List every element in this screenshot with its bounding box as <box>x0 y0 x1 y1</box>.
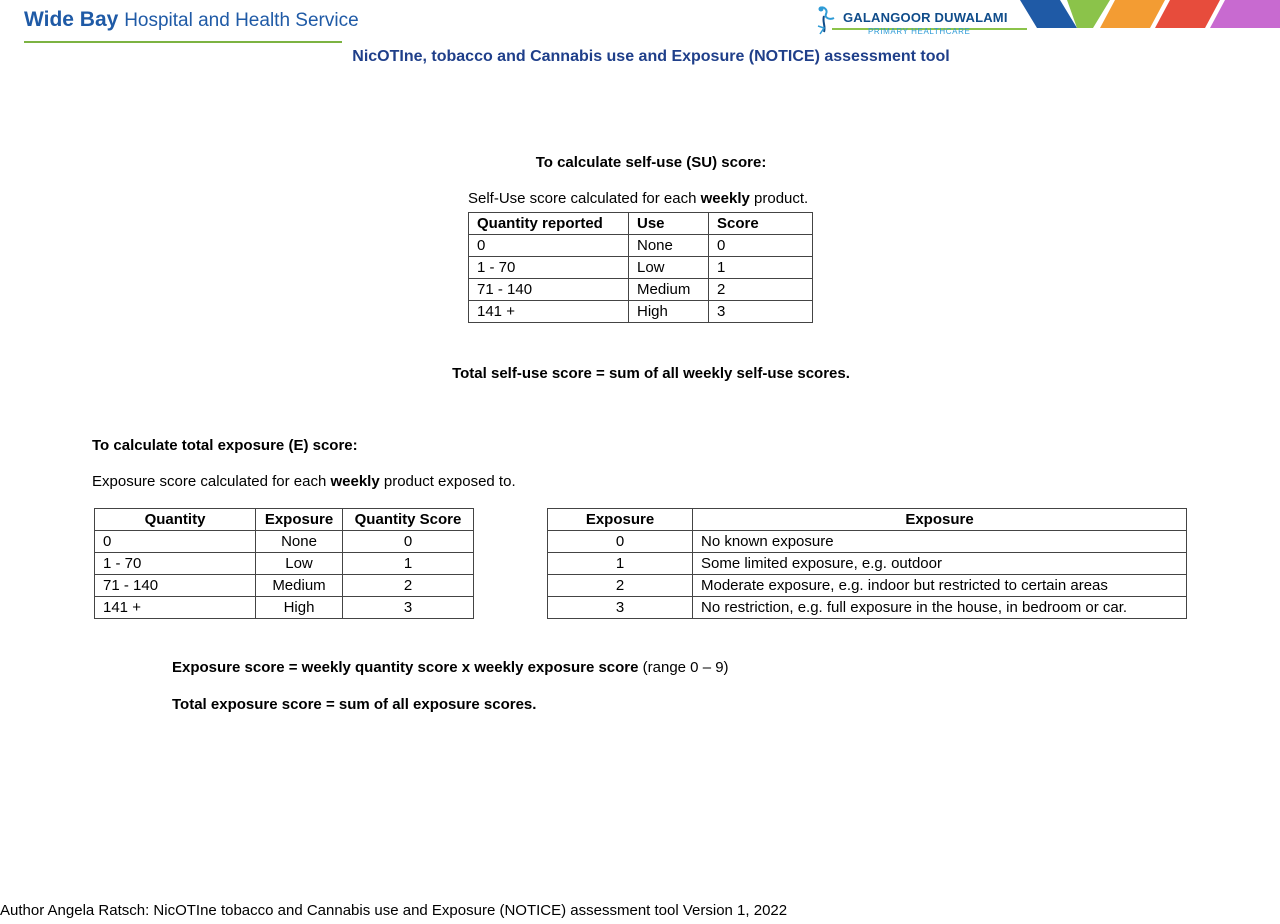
table-row <box>548 575 1187 597</box>
table-cell: 0 <box>548 531 693 553</box>
table-cell: High <box>629 301 709 323</box>
self-use-total: Total self-use score = sum of all weekly self-use scores. <box>452 365 850 382</box>
table-row <box>469 279 813 301</box>
exposure-formula-text: Exposure score = weekly quantity score x weekly exposure score <box>172 659 639 676</box>
table-cell: 3 <box>548 597 693 619</box>
exposure-total: Total exposure score = sum of all exposure scores. <box>172 696 537 713</box>
table-cell: Low <box>629 257 709 279</box>
table-row <box>95 575 474 597</box>
exposure-intro <box>92 473 516 490</box>
document-title: NicOTIne, tobacco and Cannabis use and Exposure (NOTICE) assessment tool <box>352 48 950 65</box>
brand-underline <box>24 41 342 43</box>
self-use-intro <box>468 190 808 207</box>
brand-name-rest: Hospital and Health Service <box>124 10 359 31</box>
table-cell: None <box>629 235 709 257</box>
table-cell: 3 <box>709 301 813 323</box>
self-use-intro-emphasis: weekly <box>700 190 750 207</box>
table-row <box>95 531 474 553</box>
table-cell: 0 <box>709 235 813 257</box>
table-cell: 1 - 70 <box>95 553 256 575</box>
table-cell: 2 <box>548 575 693 597</box>
table-cell: 1 <box>709 257 813 279</box>
table-cell: 71 - 140 <box>469 279 629 301</box>
decorative-stripes <box>1015 0 1280 28</box>
self-use-heading: To calculate self-use (SU) score: <box>535 154 767 171</box>
table-cell: 2 <box>343 575 474 597</box>
table-cell: 3 <box>343 597 474 619</box>
table-cell: High <box>256 597 343 619</box>
table-cell: 2 <box>709 279 813 301</box>
exposure-intro-text-end: product exposed to. <box>379 473 516 490</box>
stylized-figure-icon <box>812 4 842 40</box>
column-header: Exposure <box>256 509 343 531</box>
table-cell: 141 + <box>95 597 256 619</box>
table-cell: 1 <box>343 553 474 575</box>
table-cell: None <box>256 531 343 553</box>
quantity-score-table <box>94 508 474 619</box>
table-row <box>469 257 813 279</box>
table-cell: 71 - 140 <box>95 575 256 597</box>
table-row <box>469 301 813 323</box>
exposure-formula-range: (range 0 – 9) <box>638 659 729 676</box>
footer-author: Author Angela Ratsch: NicOTIne tobacco and Cannabis use and Exposure (NOTICE) assessment tool Version 1, 2022 <box>0 902 788 919</box>
brand-logo <box>24 8 359 32</box>
exposure-intro-text: Exposure score calculated for each <box>92 473 331 490</box>
table-cell: 0 <box>95 531 256 553</box>
column-header: Exposure <box>693 509 1187 531</box>
table-cell: 141 + <box>469 301 629 323</box>
brand-name-bold: Wide Bay <box>24 8 119 31</box>
self-use-intro-text: Self-Use score calculated for each <box>468 190 701 207</box>
column-header: Score <box>709 213 813 235</box>
partner-subtitle: PRIMARY HEALTHCARE <box>868 27 971 36</box>
table-row <box>469 235 813 257</box>
table-cell: No restriction, e.g. full exposure in the house, in bedroom or car. <box>693 597 1187 619</box>
table-row <box>95 597 474 619</box>
table-cell: Medium <box>629 279 709 301</box>
table-row <box>95 553 474 575</box>
table-cell: 0 <box>469 235 629 257</box>
table-cell: 1 - 70 <box>469 257 629 279</box>
column-header: Exposure <box>548 509 693 531</box>
table-cell: Low <box>256 553 343 575</box>
column-header: Quantity Score <box>343 509 474 531</box>
table-row <box>548 531 1187 553</box>
column-header: Use <box>629 213 709 235</box>
self-use-table <box>468 212 813 323</box>
table-cell: No known exposure <box>693 531 1187 553</box>
table-cell: Moderate exposure, e.g. indoor but restricted to certain areas <box>693 575 1187 597</box>
column-header: Quantity reported <box>469 213 629 235</box>
partner-name: GALANGOOR DUWALAMI <box>843 10 1008 25</box>
exposure-intro-emphasis: weekly <box>330 473 380 490</box>
table-header-row <box>548 509 1187 531</box>
table-cell: Medium <box>256 575 343 597</box>
self-use-intro-text-end: product. <box>749 190 809 207</box>
table-row <box>548 597 1187 619</box>
column-header: Quantity <box>95 509 256 531</box>
table-header-row <box>469 213 813 235</box>
table-cell: 0 <box>343 531 474 553</box>
exposure-level-table <box>547 508 1187 619</box>
table-cell: Some limited exposure, e.g. outdoor <box>693 553 1187 575</box>
exposure-heading: To calculate total exposure (E) score: <box>92 437 358 454</box>
table-cell: 1 <box>548 553 693 575</box>
table-row <box>548 553 1187 575</box>
exposure-formula <box>172 659 729 676</box>
table-header-row <box>95 509 474 531</box>
